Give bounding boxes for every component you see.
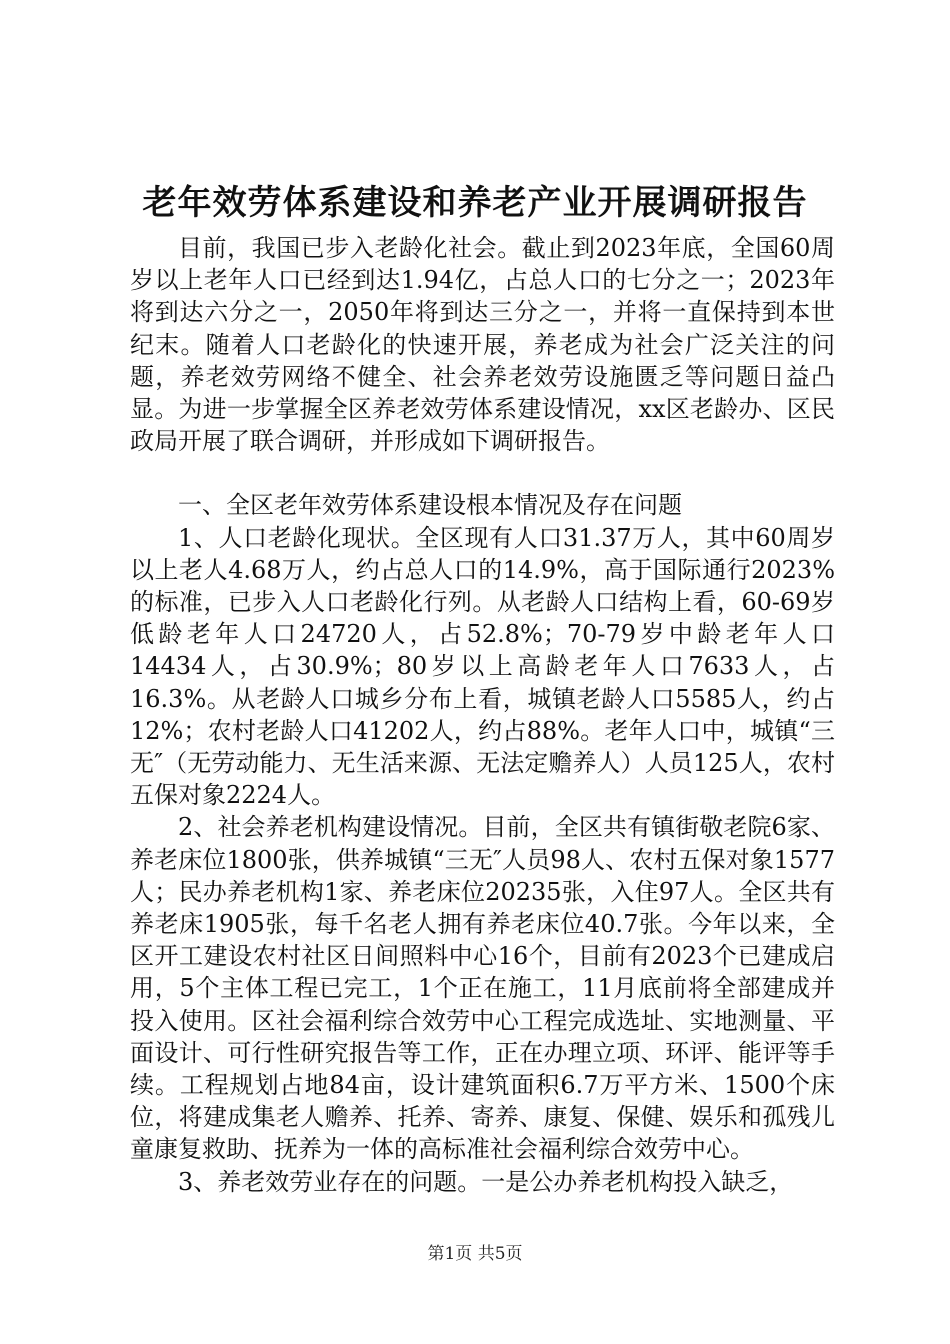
paragraph-aging-status: 1、人口老龄化现状。全区现有人口31.37万人，其中60周岁以上老人4.68万人，约占总人口的14.9%，高于国际通行2023%的标准，已步入人口老龄化行列。从老龄人口结构上看，60-69岁低龄老年人口24720人，占52.8%；70-79岁中龄老年人口14434人，占30.9%；80岁以上高龄老年人口7633人，占16.3%。从老龄人口城乡分布上看，城镇老龄人口5585人，约占12%；农村老龄人口41202人，约占88%。老年人口中，城镇“三无″（无劳动能力、无生活来源、无法定赡养人）人员125人，农村五保对象2224人。 xyxy=(130,523,835,810)
document-title: 老年效劳体系建设和养老产业开展调研报告 xyxy=(142,183,808,223)
page-footer: 第1页 共5页 xyxy=(427,1244,523,1264)
paragraph-problems: 3、养老效劳业存在的问题。一是公办养老机构投入缺乏， xyxy=(178,1167,794,1196)
document-body xyxy=(130,232,835,1198)
paragraph-intro: 目前，我国已步入老龄化社会。截止到2023年底，全国60周岁以上老年人口已经到达1.94亿，占总人口的七分之一；2023年将到达六分之一，2050年将到达三分之一，并将一直保持到本世纪末。随着人口老龄化的快速开展，养老成为社会广泛关注的问题，养老效劳网络不健全、社会养老效劳设施匮乏等问题日益凸显。为进一步掌握全区养老效劳体系建设情况，xx区老龄办、区民政局开展了联合调研，并形成如下调研报告。 xyxy=(130,234,835,456)
section-heading: 一、全区老年效劳体系建设根本情况及存在问题 xyxy=(178,491,682,520)
paragraph-elderly-institutions: 2、社会养老机构建设情况。目前，全区共有镇街敬老院6家、养老床位1800张，供养城镇“三无″人员98人、农村五保对象1577人；民办养老机构1家、养老床位20235张，入住97人。全区共有养老床1905张，每千名老人拥有养老床位40.7张。今年以来，全区开工建设农村社区日间照料中心16个，目前有2023个已建成启用，5个主体工程已完工，1个正在施工，11月底前将全部建成并投入使用。区社会福利综合效劳中心工程完成选址、实地测量、平面设计、可行性研究报告等工作，正在办理立项、环评、能评等手续。工程规划占地84亩，设计建筑面积6.7万平方米、1500个床位，将建成集老人赡养、托养、寄养、康复、保健、娱乐和孤残儿童康复救助、抚养为一体的高标准社会福利综合效劳中心。 xyxy=(130,813,835,1164)
